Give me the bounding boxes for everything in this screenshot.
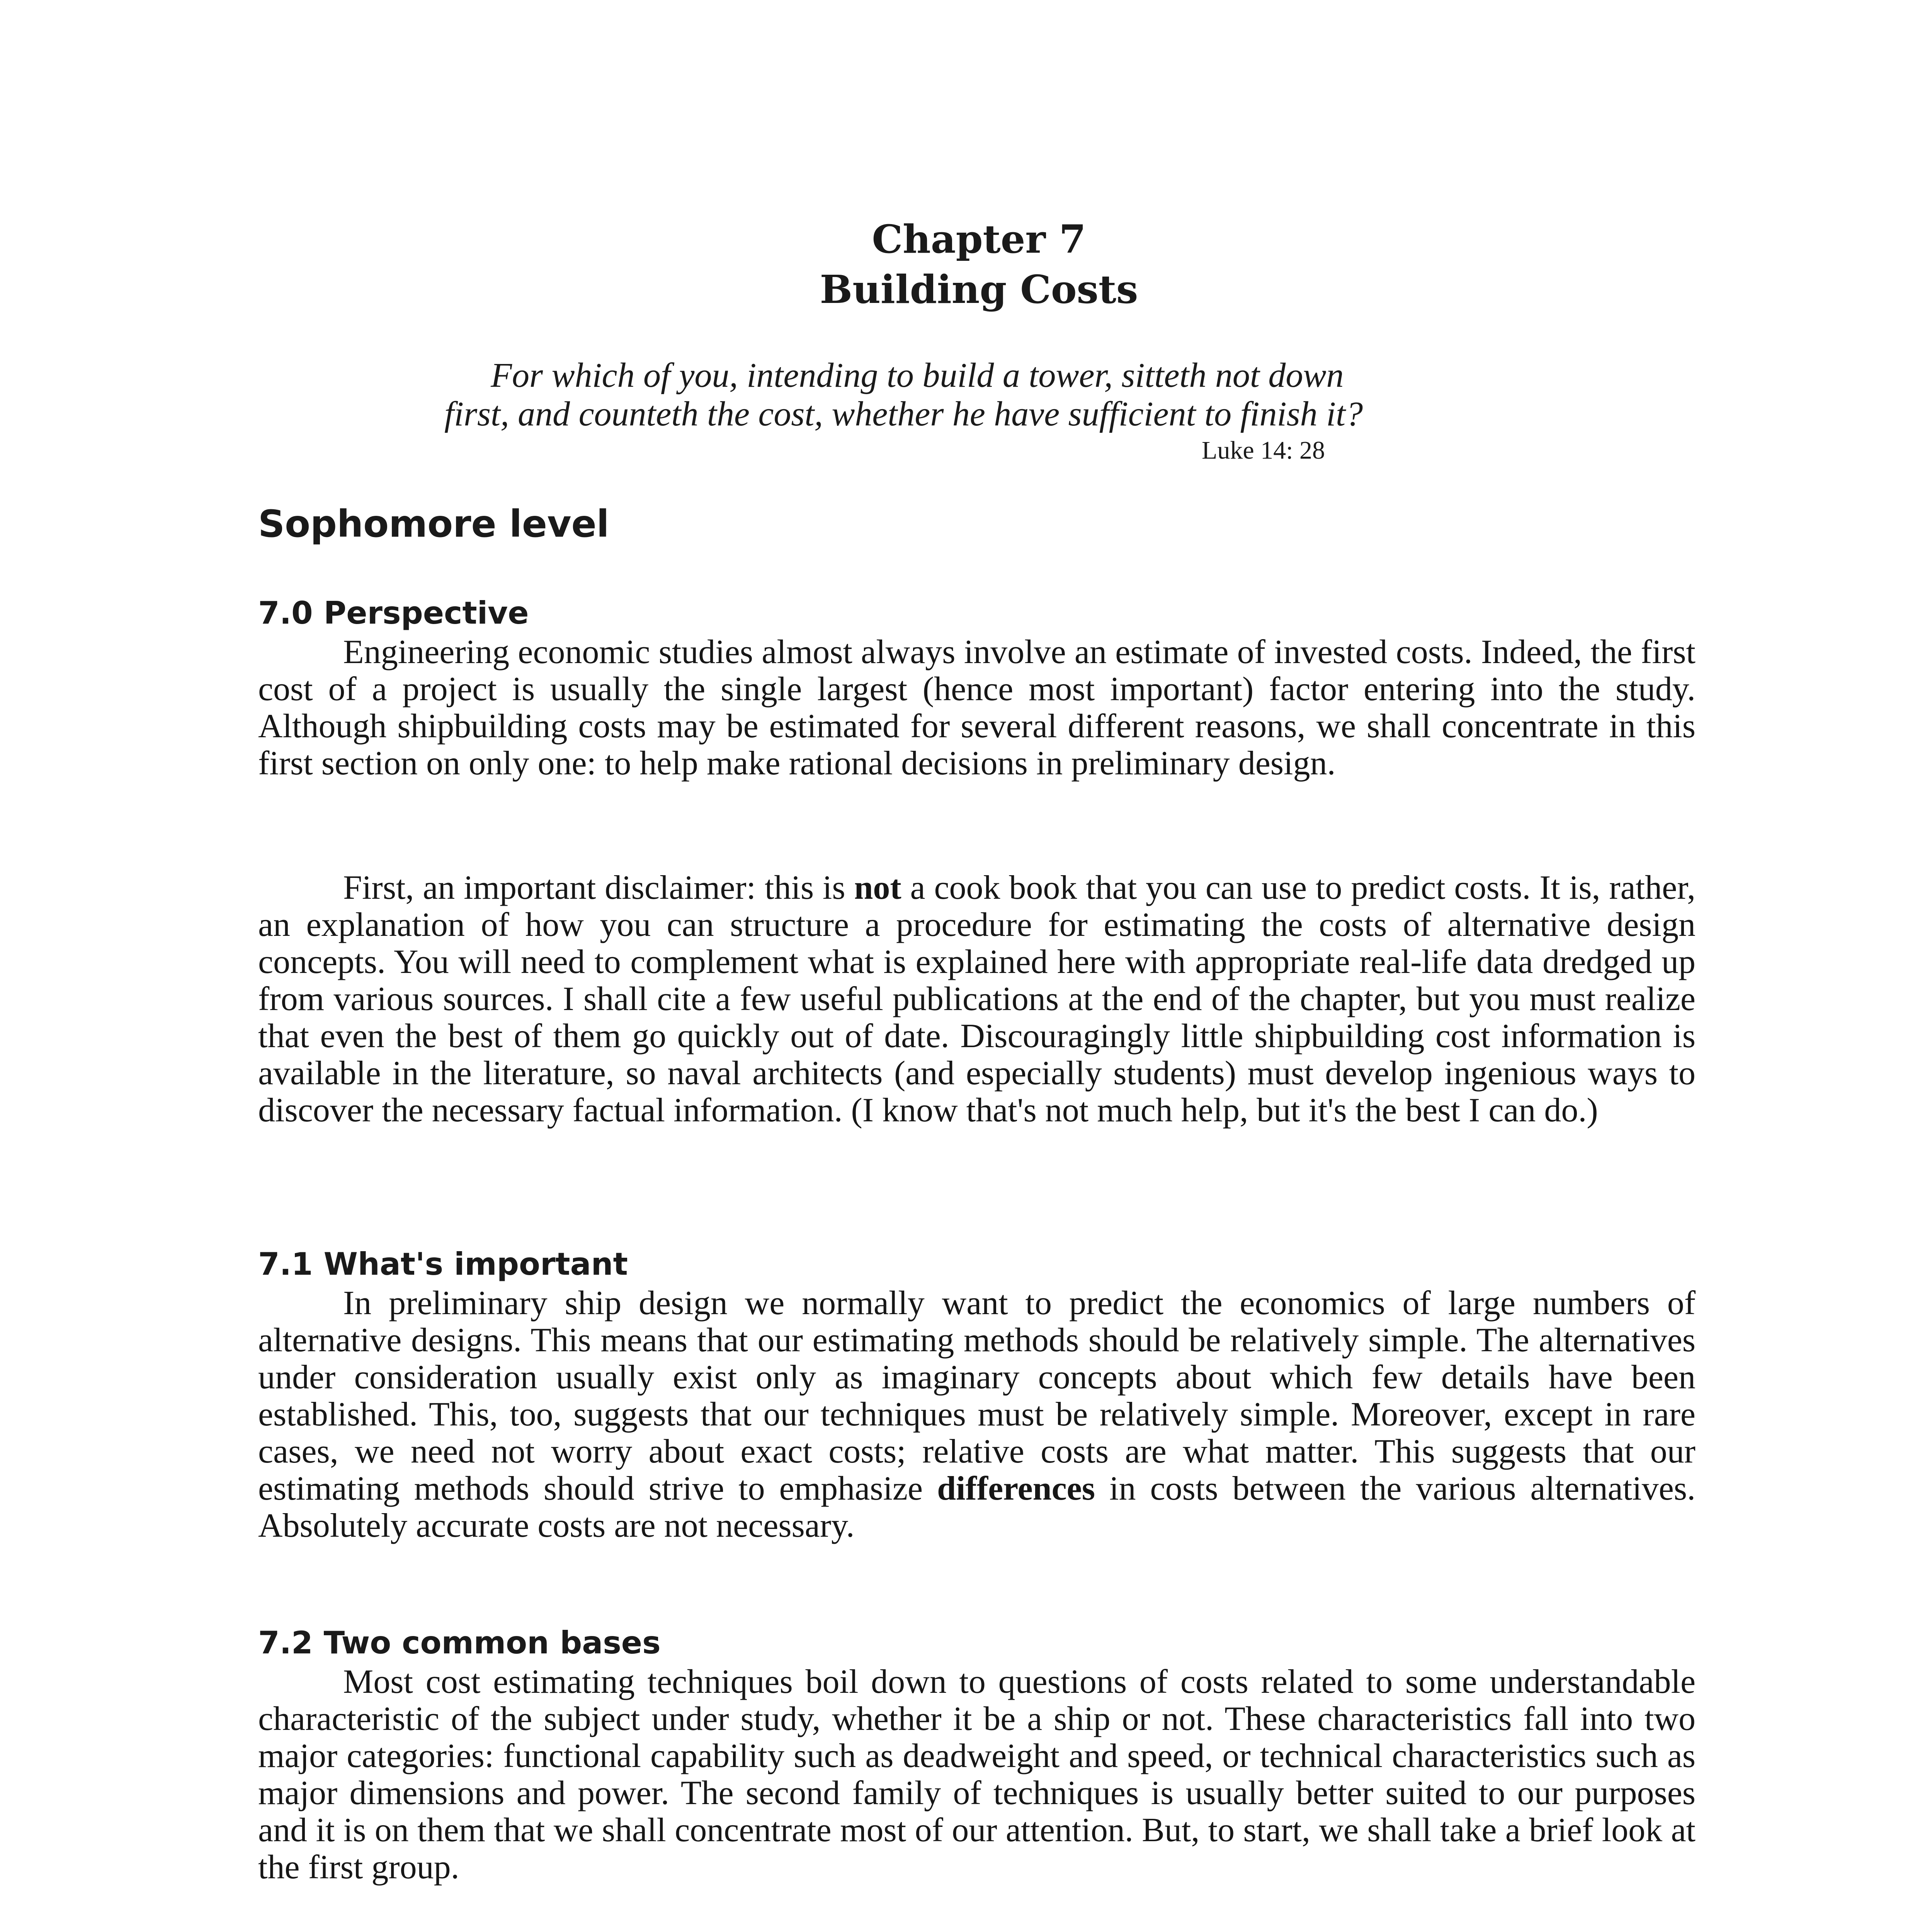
paragraph-text: Most cost estimating techniques boil down to questions of costs related to some understandable characteristic of the subject under study, whether it be a ship or not. These characteristics fall into two major categories: functional capability such as deadweight and speed, or technical characteristics such as major dimensions and power. The second family of techniques is usually better suited to our purposes and it is on them that we shall concentrate most of our attention. But, to start, we shall take a brief look at the first group.: [258, 1663, 1696, 1886]
paragraph-text: Engineering economic studies almost always involve an estimate of invested costs. Indeed, the first cost of a project is usually the single largest (hence most important) factor entering into the study. Although shipbuilding costs may be estimated for several different reasons, we shall concentrate in this first section on only one: to help make rational decisions in preliminary design.: [258, 633, 1696, 782]
paragraph-7-0-1: [258, 634, 1696, 782]
chapter-number: Chapter 7: [872, 216, 1086, 262]
paragraph-text: a cook book that you can use to predict costs. It is, rather, an explanation of how you can structure a procedure for estimating the costs of alternative design concepts. You will need to complement what is explained here with appropriate real-life data dredged up from various sources. I shall cite a few useful publications at the end of the chapter, but you must realize that even the best of them go quickly out of date. Discouragingly little shipbuilding cost information is available in the literature, so naval architects (and especially students) must develop ingenious ways to discover the necessary factual information. (I know that's not much help, but it's the best I can do.): [258, 869, 1696, 1129]
paragraph-text: in costs between the various alternatives. Absolutely accurate costs are not necessary.: [258, 1470, 1696, 1544]
epigraph-citation: Luke 14: 28: [1202, 436, 1325, 464]
paragraph-7-1: [258, 1285, 1696, 1544]
epigraph-line-2: first, and counteth the cost, whether he have sufficient to finish it?: [444, 395, 1363, 433]
section-heading-7-0: 7.0 Perspective: [258, 595, 529, 631]
section-heading-7-2: 7.2 Two common bases: [258, 1625, 661, 1661]
chapter-title: Building Costs: [820, 267, 1138, 312]
paragraph-text: First, an important disclaimer: this is: [343, 869, 854, 906]
paragraph-7-0-2: [258, 869, 1696, 1129]
level-heading: Sophomore level: [258, 502, 609, 546]
emphasis-not: not: [854, 869, 901, 906]
emphasis-differences: differences: [937, 1470, 1095, 1507]
epigraph-line-1: For which of you, intending to build a tower, sitteth not down: [491, 356, 1344, 395]
section-heading-7-1: 7.1 What's important: [258, 1246, 628, 1282]
paragraph-text: In preliminary ship design we normally want to predict the economics of large numbers of alternative designs. This means that our estimating methods should be relatively simple. The alternatives under consideration usually exist only as imaginary concepts about which few details have been established. This, too, suggests that our techniques must be relatively simple. Moreover, except in rare cases, we need not worry about exact costs; relative costs are what matter. This suggests that our estimating methods should strive to emphasize: [258, 1284, 1696, 1507]
paragraph-7-2: [258, 1663, 1696, 1886]
